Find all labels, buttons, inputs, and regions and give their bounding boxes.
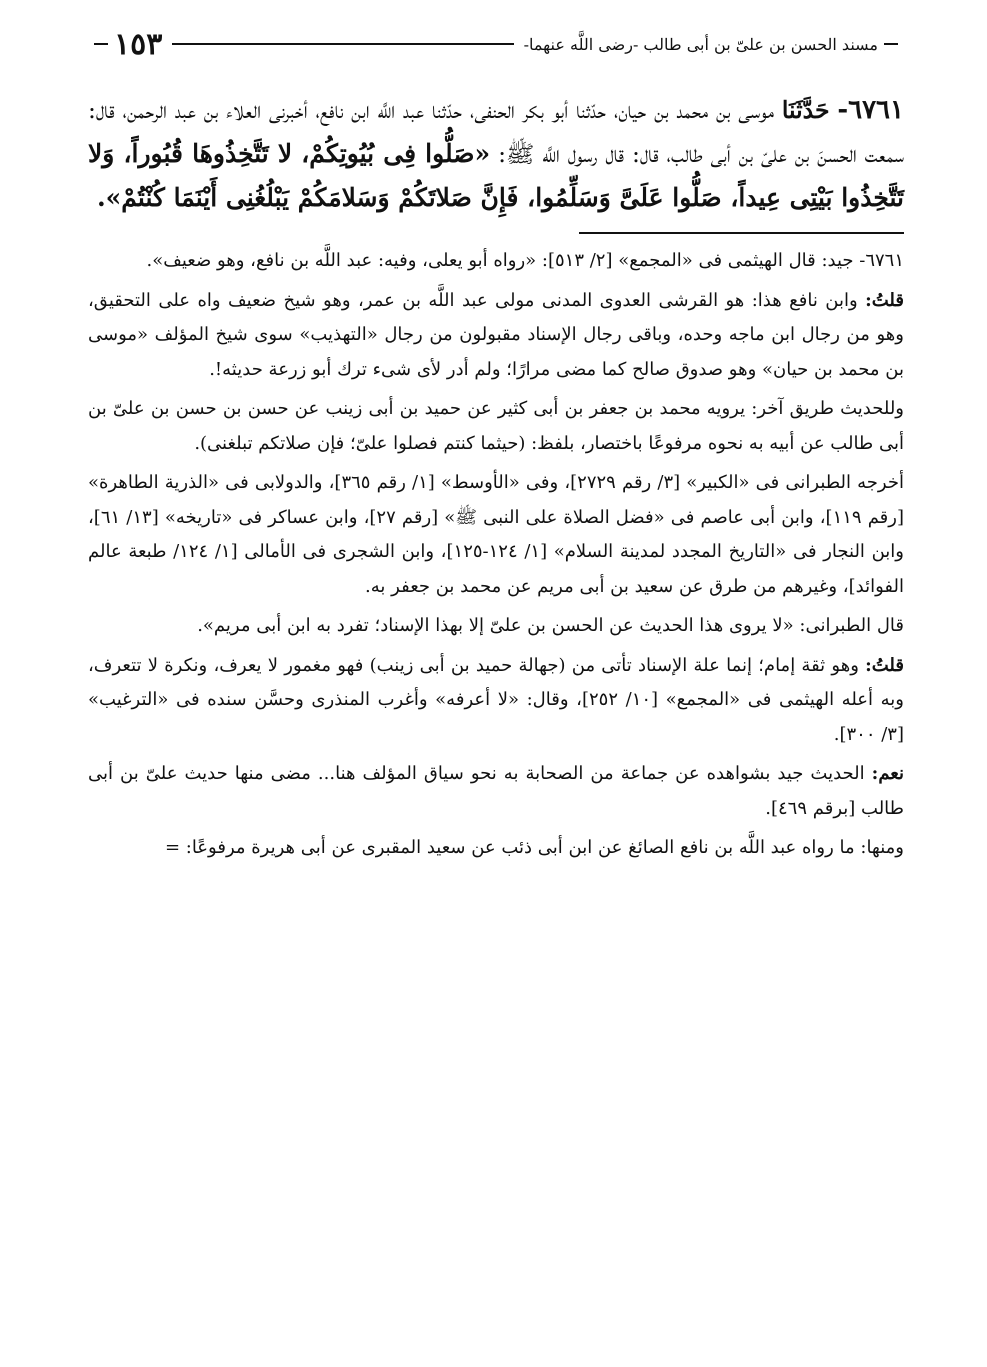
hadith-chain: موسى بن محمد بن حيان، حدّثنا أبو بكر الحنفى، حدّثنا عبد اللَّه ابن نافع، أخبرنى العلاء بن عبد الرحمن، قال: سمعت الحسنَ بن علىّ بن أبى طالب، قال: قال رسول اللَّه ﷺ:	[88, 96, 905, 168]
footnote-other-route: وللحديث طريق آخر: يرويه محمد بن جعفر بن أبى كثير عن حميد بن أبى زينب عن حسن بن حسن بن علىّ بن أبى طالب عن أبيه به نحوه مرفوعًا باختصار، بلفظ: (حيثما كنتم فصلوا علىّ؛ فإن صلاتكم تبلغنى).	[88, 398, 904, 454]
header-title: مسند الحسن بن علىّ بن أبى طالب -رضى اللَّه عنهما-	[523, 34, 878, 54]
qultu-text: وهو ثقة إمام؛ إنما علة الإسناد تأتى من (جهالة حميد بن أبى زينب) فهو مغمور لا يعرف، ونكرة لا تتعرف، وبه أعله الهيثمى فى «المجمع» [١٠/ ٢٥٢]، وقال: «لا أعرفه» وأغرب المنذرى وحسَّن سنده فى «الترغيب» [٣/ ٣٠٠].	[88, 654, 904, 745]
header-dash	[94, 43, 108, 45]
page-number: ١٥٣	[114, 26, 163, 62]
footnote-separator	[579, 232, 904, 234]
footnote-takhrij: أخرجه الطبرانى فى «الكبير» [٣/ رقم ٢٧٢٩]، وفى «الأوسط» [١/ رقم ٣٦٥]، والدولابى فى «الذرية الطاهرة» [رقم ١١٩]، وابن أبى عاصم فى «فضل الصلاة على النبى ﷺ» [رقم ٢٧]، وابن عساكر فى «تاريخه» [١٣/ ٦١]، وابن النجار فى «التاريخ المجدد لمدينة السلام» [١/ ١٢٤-١٢٥]، وابن الشجرى فى الأمالى [١/ ١٢٤/ طبعة عالم الفوائد]، وغيرهم من طرق عن سعيد بن أبى مريم عن محمد بن جعفر به.	[88, 472, 904, 597]
naam-text: الحديث جيد بشواهده عن جماعة من الصحابة به نحو سياق المؤلف هنا... مضى منها حديث علىّ بن أبى طالب [برقم ٤٦٩].	[88, 763, 904, 819]
running-header	[88, 22, 904, 66]
hadith-lead-word: حَدَّثَنَا	[781, 96, 830, 124]
footnote-qultu-1	[88, 284, 904, 388]
footnote-naam	[88, 757, 904, 826]
footnote-tabarani: قال الطبرانى: «لا يروى هذا الحديث عن الحسن بن علىّ إلا بهذا الإسناد؛ تفرد به ابن أبى مريم».	[197, 615, 904, 636]
footnote-grade: ٦٧٦١- جيد: قال الهيثمى فى «المجمع» [٢/ ٥١٣]: «رواه أبو يعلى، وفيه: عبد اللَّه بن نافع، وهو ضعيف».	[146, 250, 904, 271]
qultu-text: وابن نافع هذا: هو القرشى العدوى المدنى مولى عبد اللَّه بن عمر، وهو شيخ ضعيف واه على التحقيق، وهو من رجال ابن ماجه وحده، وباقى رجال الإسناد مقبولون من رجال «التهذيب» سوى شيخ المؤلف «موسى بن محمد بن حيان» وهو صدوق صالح كما مضى مرارًا؛ ولم أدر لأى شىء ترك أبو زرعة حديثه!.	[88, 289, 904, 380]
footnotes	[88, 244, 904, 866]
qultu-label: قلتُ:	[865, 654, 904, 676]
header-dash	[884, 43, 898, 45]
qultu-label: قلتُ:	[865, 289, 904, 311]
footnote-continuation: ومنها: ما رواه عبد اللَّه بن نافع الصائغ عن ابن أبى ذئب عن سعيد المقبرى عن أبى هريرة مرفوعًا: =	[164, 837, 904, 858]
hadith-number: ٦٧٦١	[848, 95, 904, 125]
hadith-dash: -	[837, 95, 849, 125]
footnote-qultu-2	[88, 649, 904, 753]
hadith-text	[88, 88, 904, 220]
page	[88, 22, 904, 871]
hadith-prophetic-text: «صَلُّوا فِى بُيُوتِكُمْ، لا تَتَّخِذُوهَا قُبُوراً، وَلا تَتَّخِذُوا بَيْتِى عِيداً، صَلُّوا عَلَىَّ وَسَلِّمُوا، فَإِنَّ صَلاتَكُمْ وَسَلامَكُمْ يَبْلُغُنِى أَيْنَمَا كُنْتُمْ».	[88, 139, 904, 212]
naam-label: نعم:	[871, 763, 904, 784]
header-rule	[172, 43, 513, 45]
